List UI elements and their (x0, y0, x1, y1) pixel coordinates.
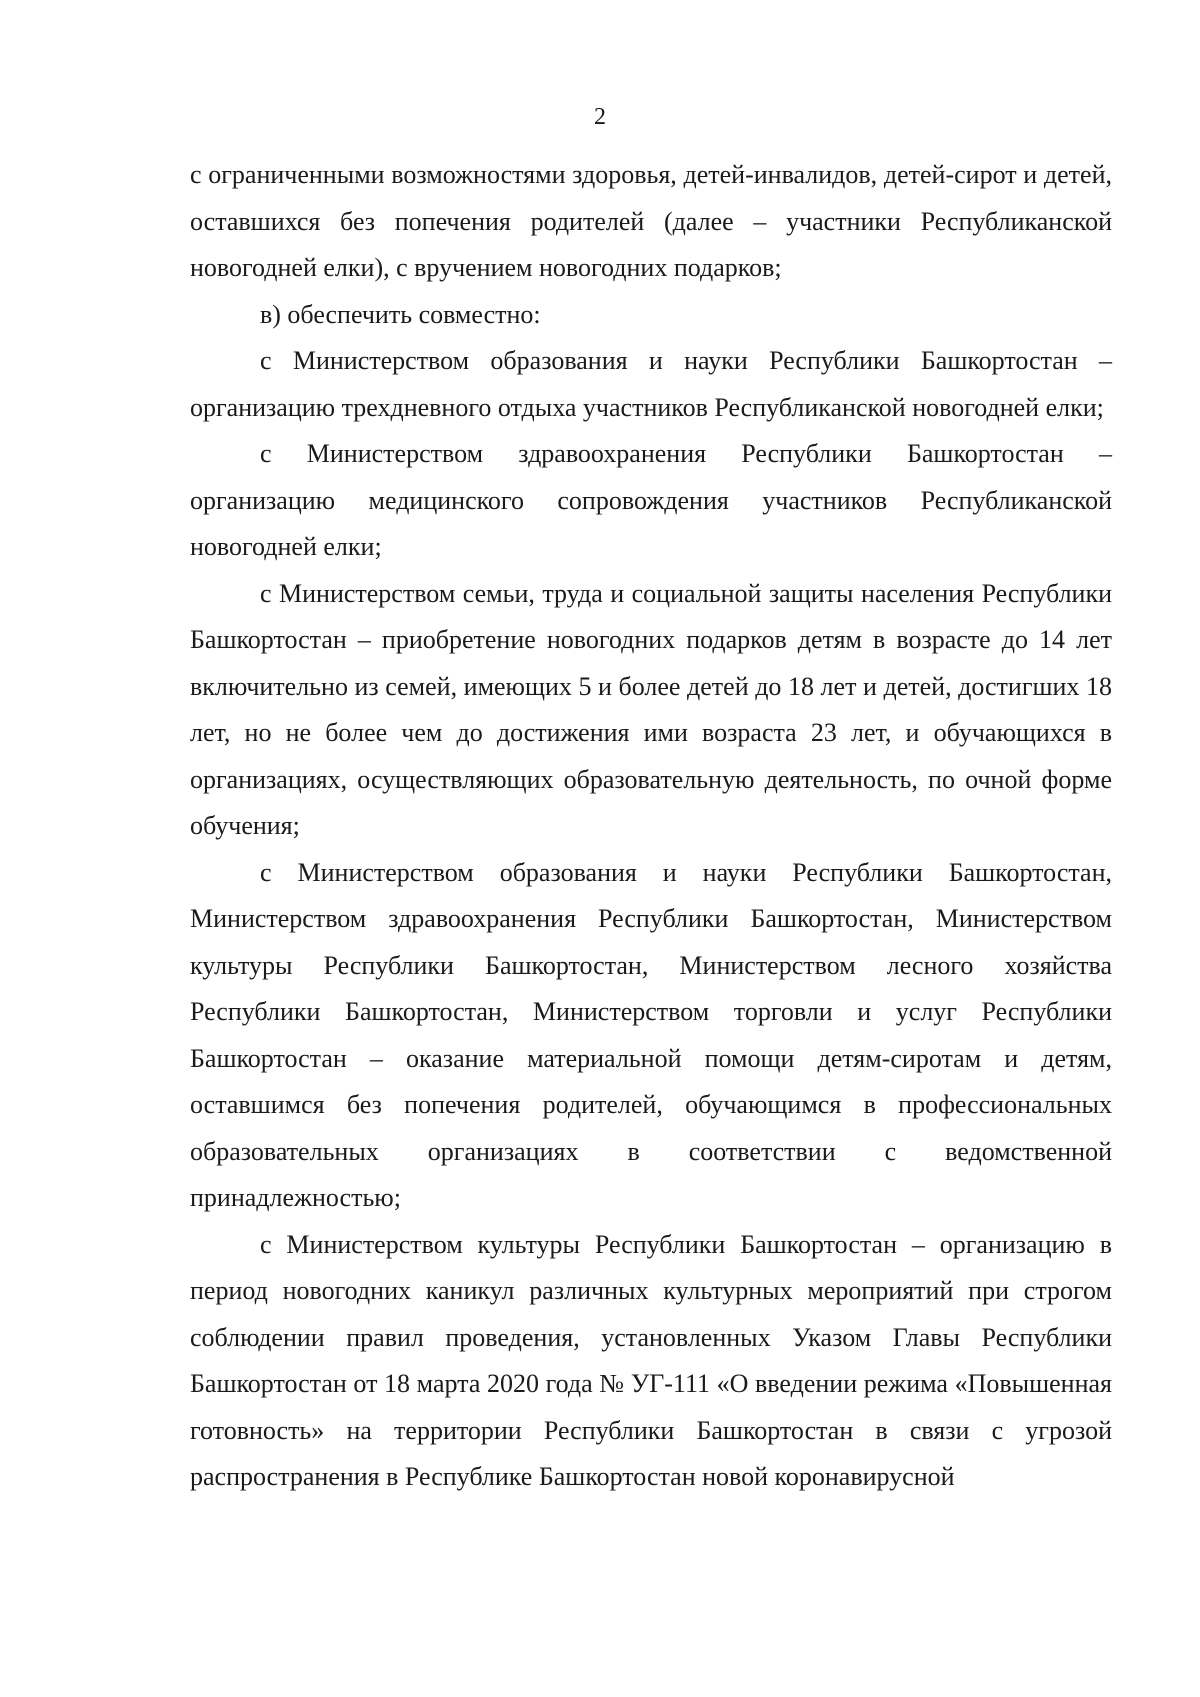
paragraph-subitem-v: в) обеспечить совместно: (260, 299, 541, 329)
paragraph-ministry-education: с Министерством образования и науки Республики Башкортостан – организацию трехдневного отдыха участников Республиканской новогодней елки; (190, 346, 1112, 422)
paragraph-ministry-family: с Министерством семьи, труда и социальной защиты населения Республики Башкортостан – приобретение новогодних подарков детям в возрасте до 14 лет включительно из семей, имеющих 5 и более детей до 18 лет и детей, достигших 18 лет, но не более чем до достижения ими возраста 23 лет, и обучающихся в организациях, осуществляющих образовательную деятельность, по очной форме обучения; (190, 578, 1112, 840)
page-number: 2 (594, 104, 606, 130)
paragraph-ministry-health: с Министерством здравоохранения Республики Башкортостан – организацию медицинского сопровождения участников Республиканской новогодней елки; (190, 439, 1112, 561)
document-body (190, 152, 1112, 1501)
paragraph-ministry-culture: с Министерством культуры Республики Башкортостан – организацию в период новогодних каникул различных культурных мероприятий при строгом соблюдении правил проведения, установленных Указом Главы Республики Башкортостан от 18 марта 2020 года № УГ-111 «О введении режима «Повышенная готовность» на территории Республики Башкортостан в связи с угрозой распространения в Республике Башкортостан новой коронавирусной (190, 1229, 1112, 1491)
paragraph-ministries-joint: с Министерством образования и науки Республики Башкортостан, Министерством здравоохранения Республики Башкортостан, Министерством культуры Республики Башкортостан, Министерством лесного хозяйства Республики Башкортостан, Министерством торговли и услуг Республики Башкортостан – оказание материальной помощи детям-сиротам и детям, оставшимся без попечения родителей, обучающимся в профессиональных образовательных организациях в соответствии с ведомственной принадлежностью; (190, 857, 1112, 1212)
paragraph-continuation: с ограниченными возможностями здоровья, детей-инвалидов, детей-сирот и детей, оставшихся без попечения родителей (далее – участники Республиканской новогодней елки), с вручением новогодних подарков; (190, 160, 1112, 282)
